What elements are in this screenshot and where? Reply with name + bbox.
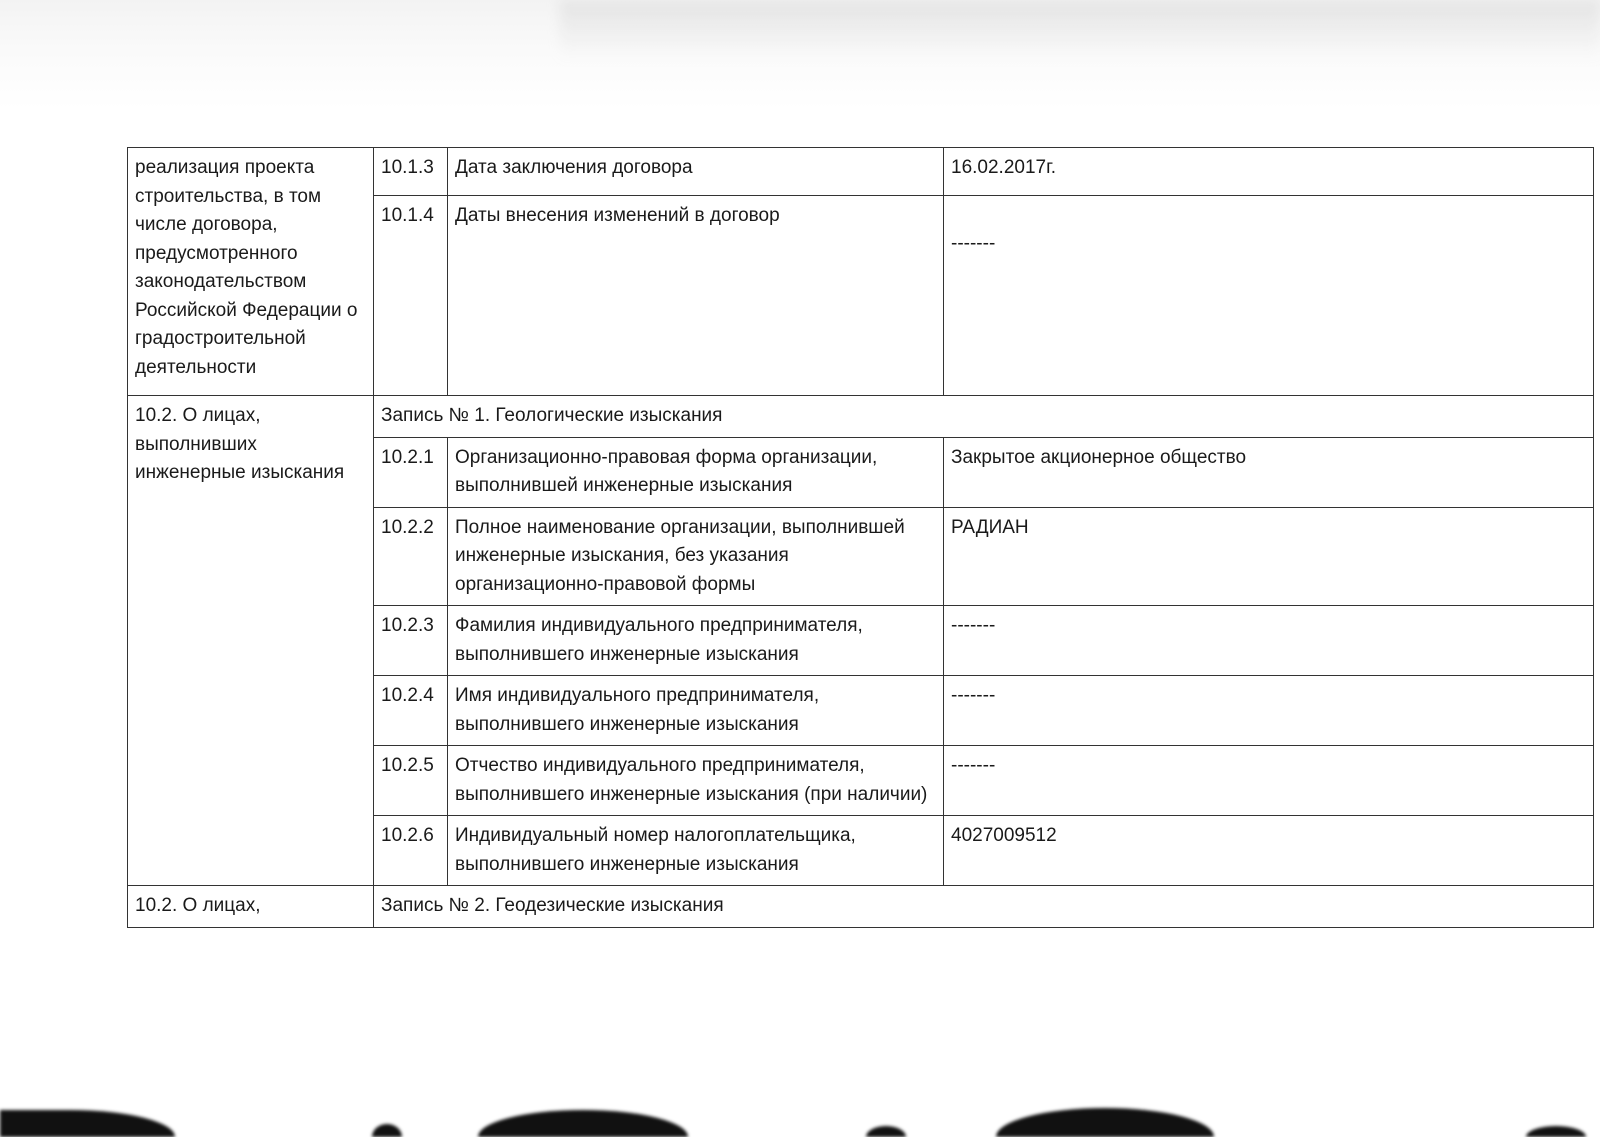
section-label: 10.2. О лицах, bbox=[128, 886, 374, 928]
table-row bbox=[128, 148, 1594, 196]
item-number: 10.2.4 bbox=[374, 676, 448, 746]
field-label: Отчество индивидуального предпринимателя, выполнившего инженерные изыскания (при наличии) bbox=[448, 746, 944, 816]
table-row bbox=[128, 396, 1594, 438]
field-label: Фамилия индивидуального предпринимателя, выполнившего инженерные изыскания bbox=[448, 606, 944, 676]
table-row bbox=[128, 886, 1594, 928]
item-number: 10.2.6 bbox=[374, 816, 448, 886]
item-number: 10.2.5 bbox=[374, 746, 448, 816]
scan-bleed-through bbox=[560, 0, 1600, 60]
record-title: Запись № 1. Геологические изыскания bbox=[374, 396, 1594, 438]
item-number: 10.2.3 bbox=[374, 606, 448, 676]
field-value: 4027009512 bbox=[944, 816, 1594, 886]
item-number: 10.2.2 bbox=[374, 507, 448, 606]
field-value: 16.02.2017г. bbox=[944, 148, 1594, 196]
field-label: Индивидуальный номер налогоплательщика, выполнившего инженерные изыскания bbox=[448, 816, 944, 886]
item-number: 10.1.3 bbox=[374, 148, 448, 196]
field-value: Закрытое акционерное общество bbox=[944, 437, 1594, 507]
record-title: Запись № 2. Геодезические изыскания bbox=[374, 886, 1594, 928]
field-value bbox=[944, 196, 1594, 396]
field-value: ------- bbox=[944, 606, 1594, 676]
field-value: РАДИАН bbox=[944, 507, 1594, 606]
item-number: 10.2.1 bbox=[374, 437, 448, 507]
field-label: Даты внесения изменений в договор bbox=[448, 196, 944, 396]
declaration-table bbox=[127, 147, 1594, 928]
field-label: Организационно-правовая форма организации, выполнившей инженерные изыскания bbox=[448, 437, 944, 507]
field-label: Дата заключения договора bbox=[448, 148, 944, 196]
field-value: ------- bbox=[944, 676, 1594, 746]
scan-edge-marks bbox=[0, 1090, 1600, 1137]
field-label: Полное наименование организации, выполнившей инженерные изыскания, без указания организационно-правовой формы bbox=[448, 507, 944, 606]
section-label: 10.2. О лицах, выполнивших инженерные изыскания bbox=[128, 396, 374, 886]
section-label: реализация проекта строительства, в том числе договора, предусмотренного законодательством Российской Федерации о градостроительной деятельности bbox=[128, 148, 374, 396]
item-number: 10.1.4 bbox=[374, 196, 448, 396]
empty-dash: ------- bbox=[951, 233, 996, 254]
field-label: Имя индивидуального предпринимателя, выполнившего инженерные изыскания bbox=[448, 676, 944, 746]
field-value: ------- bbox=[944, 746, 1594, 816]
